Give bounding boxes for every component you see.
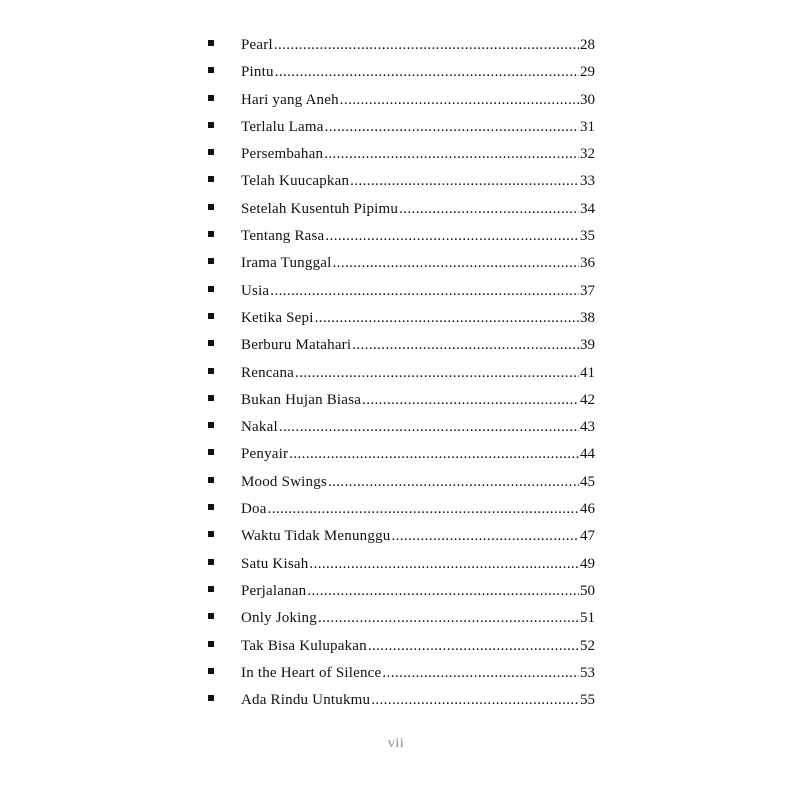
- dot-leader: [362, 392, 579, 409]
- toc-entry: [208, 501, 595, 528]
- toc-entry-page: 36: [580, 255, 595, 272]
- toc-entry-title: Setelah Kusentuh Pipimu: [241, 200, 399, 217]
- toc-entry-title: Pintu: [241, 64, 274, 81]
- toc-entry-title: Irama Tunggal: [241, 255, 332, 272]
- dot-leader: [328, 474, 579, 491]
- toc-entry: [208, 474, 595, 501]
- square-bullet-icon: [208, 340, 214, 346]
- toc-entry-title: In the Heart of Silence: [241, 664, 382, 681]
- toc-entry-page: 32: [580, 146, 595, 163]
- toc-entry-title: Persembahan: [241, 146, 324, 163]
- toc-entry-title: Tentang Rasa: [241, 228, 325, 245]
- square-bullet-icon: [208, 477, 214, 483]
- dot-leader: [270, 283, 579, 300]
- dot-leader: [340, 92, 579, 109]
- toc-entry-title: Perjalanan: [241, 582, 307, 599]
- toc-entry-page: 50: [580, 582, 595, 599]
- toc-entry-page: 44: [580, 446, 595, 463]
- toc-entry-title: Terlalu Lama: [241, 118, 324, 135]
- toc-entry-title: Mood Swings: [241, 473, 327, 490]
- dot-leader: [295, 365, 579, 382]
- toc-entry-title: Hari yang Aneh: [241, 91, 339, 108]
- square-bullet-icon: [208, 641, 214, 647]
- toc-entry: [208, 173, 595, 200]
- toc-entry-title: Pearl: [241, 37, 273, 53]
- toc-entry-title: Bukan Hujan Biasa: [241, 391, 362, 408]
- square-bullet-icon: [208, 668, 214, 674]
- toc-entry: [208, 610, 595, 637]
- toc-entry: [208, 692, 595, 719]
- square-bullet-icon: [208, 149, 214, 155]
- toc-entry: [208, 419, 595, 446]
- square-bullet-icon: [208, 122, 214, 128]
- toc-entry-page: 52: [580, 637, 595, 654]
- toc-entry-page: 35: [580, 228, 595, 245]
- square-bullet-icon: [208, 40, 214, 46]
- toc-entry: [208, 228, 595, 255]
- dot-leader: [350, 173, 579, 190]
- toc-entry: [208, 37, 595, 64]
- table-of-contents: [208, 37, 595, 719]
- square-bullet-icon: [208, 286, 214, 292]
- square-bullet-icon: [208, 176, 214, 182]
- toc-entry-page: 55: [580, 692, 595, 709]
- square-bullet-icon: [208, 258, 214, 264]
- square-bullet-icon: [208, 422, 214, 428]
- dot-leader: [315, 310, 579, 327]
- toc-entry-page: 37: [580, 282, 595, 299]
- toc-entry: [208, 146, 595, 173]
- toc-entry-page: 29: [580, 64, 595, 81]
- toc-entry: [208, 255, 595, 282]
- square-bullet-icon: [208, 313, 214, 319]
- dot-leader: [275, 64, 579, 81]
- square-bullet-icon: [208, 586, 214, 592]
- dot-leader: [391, 528, 579, 545]
- toc-entry: [208, 310, 595, 337]
- dot-leader: [307, 583, 579, 600]
- toc-entry-page: 46: [580, 501, 595, 518]
- square-bullet-icon: [208, 395, 214, 401]
- dot-leader: [368, 638, 579, 655]
- toc-entry-title: Waktu Tidak Menunggu: [241, 528, 391, 545]
- toc-entry-page: 47: [580, 528, 595, 545]
- toc-entry-page: 30: [580, 91, 595, 108]
- toc-entry-title: Nakal: [241, 419, 278, 436]
- toc-entry-title: Rencana: [241, 364, 295, 381]
- dot-leader: [325, 119, 579, 136]
- square-bullet-icon: [208, 695, 214, 701]
- toc-entry-page: 43: [580, 419, 595, 436]
- dot-leader: [274, 37, 579, 54]
- dot-leader: [399, 201, 579, 218]
- dot-leader: [352, 337, 579, 354]
- toc-entry: [208, 665, 595, 692]
- toc-entry-title: Tak Bisa Kulupakan: [241, 637, 367, 654]
- toc-entry: [208, 528, 595, 555]
- toc-entry: [208, 119, 595, 146]
- toc-entry: [208, 583, 595, 610]
- toc-entry-title: Ketika Sepi: [241, 309, 314, 326]
- toc-entry-page: 33: [580, 173, 595, 190]
- toc-entry-page: 51: [580, 610, 595, 627]
- square-bullet-icon: [208, 231, 214, 237]
- square-bullet-icon: [208, 67, 214, 73]
- toc-entry: [208, 446, 595, 473]
- square-bullet-icon: [208, 204, 214, 210]
- toc-entry-title: Telah Kuucapkan: [241, 173, 350, 190]
- toc-entry-page: 49: [580, 555, 595, 572]
- toc-entry: [208, 365, 595, 392]
- dot-leader: [289, 446, 579, 463]
- toc-entry: [208, 638, 595, 665]
- dot-leader: [371, 692, 579, 709]
- dot-leader: [324, 146, 579, 163]
- toc-entry-title: Penyair: [241, 446, 289, 463]
- dot-leader: [268, 501, 579, 518]
- toc-entry-page: 39: [580, 337, 595, 354]
- toc-entry: [208, 64, 595, 91]
- toc-entry: [208, 556, 595, 583]
- square-bullet-icon: [208, 531, 214, 537]
- square-bullet-icon: [208, 449, 214, 455]
- square-bullet-icon: [208, 613, 214, 619]
- toc-entry-page: 53: [580, 664, 595, 681]
- toc-entry-page: 41: [580, 364, 595, 381]
- toc-entry: [208, 283, 595, 310]
- toc-entry-page: 42: [580, 391, 595, 408]
- toc-entry-title: Doa: [241, 501, 267, 518]
- toc-entry-page: 34: [580, 200, 595, 217]
- toc-entry: [208, 201, 595, 228]
- square-bullet-icon: [208, 368, 214, 374]
- toc-entry: [208, 92, 595, 119]
- toc-entry-page: 38: [580, 309, 595, 326]
- toc-entry-title: Only Joking: [241, 610, 317, 627]
- toc-entry-page: 28: [580, 37, 595, 53]
- dot-leader: [325, 228, 579, 245]
- square-bullet-icon: [208, 504, 214, 510]
- toc-entry-title: Usia: [241, 282, 270, 299]
- toc-entry-title: Satu Kisah: [241, 555, 309, 572]
- page-number-footer: vii: [387, 736, 405, 751]
- dot-leader: [279, 419, 579, 436]
- toc-entry-title: Ada Rindu Untukmu: [241, 692, 371, 709]
- square-bullet-icon: [208, 559, 214, 565]
- dot-leader: [382, 665, 579, 682]
- square-bullet-icon: [208, 95, 214, 101]
- dot-leader: [333, 255, 579, 272]
- toc-entry: [208, 392, 595, 419]
- toc-entry-page: 45: [580, 473, 595, 490]
- toc-entry-page: 31: [580, 118, 595, 135]
- dot-leader: [309, 556, 579, 573]
- dot-leader: [318, 610, 579, 627]
- toc-entry-title: Berburu Matahari: [241, 337, 352, 354]
- toc-entry: [208, 337, 595, 364]
